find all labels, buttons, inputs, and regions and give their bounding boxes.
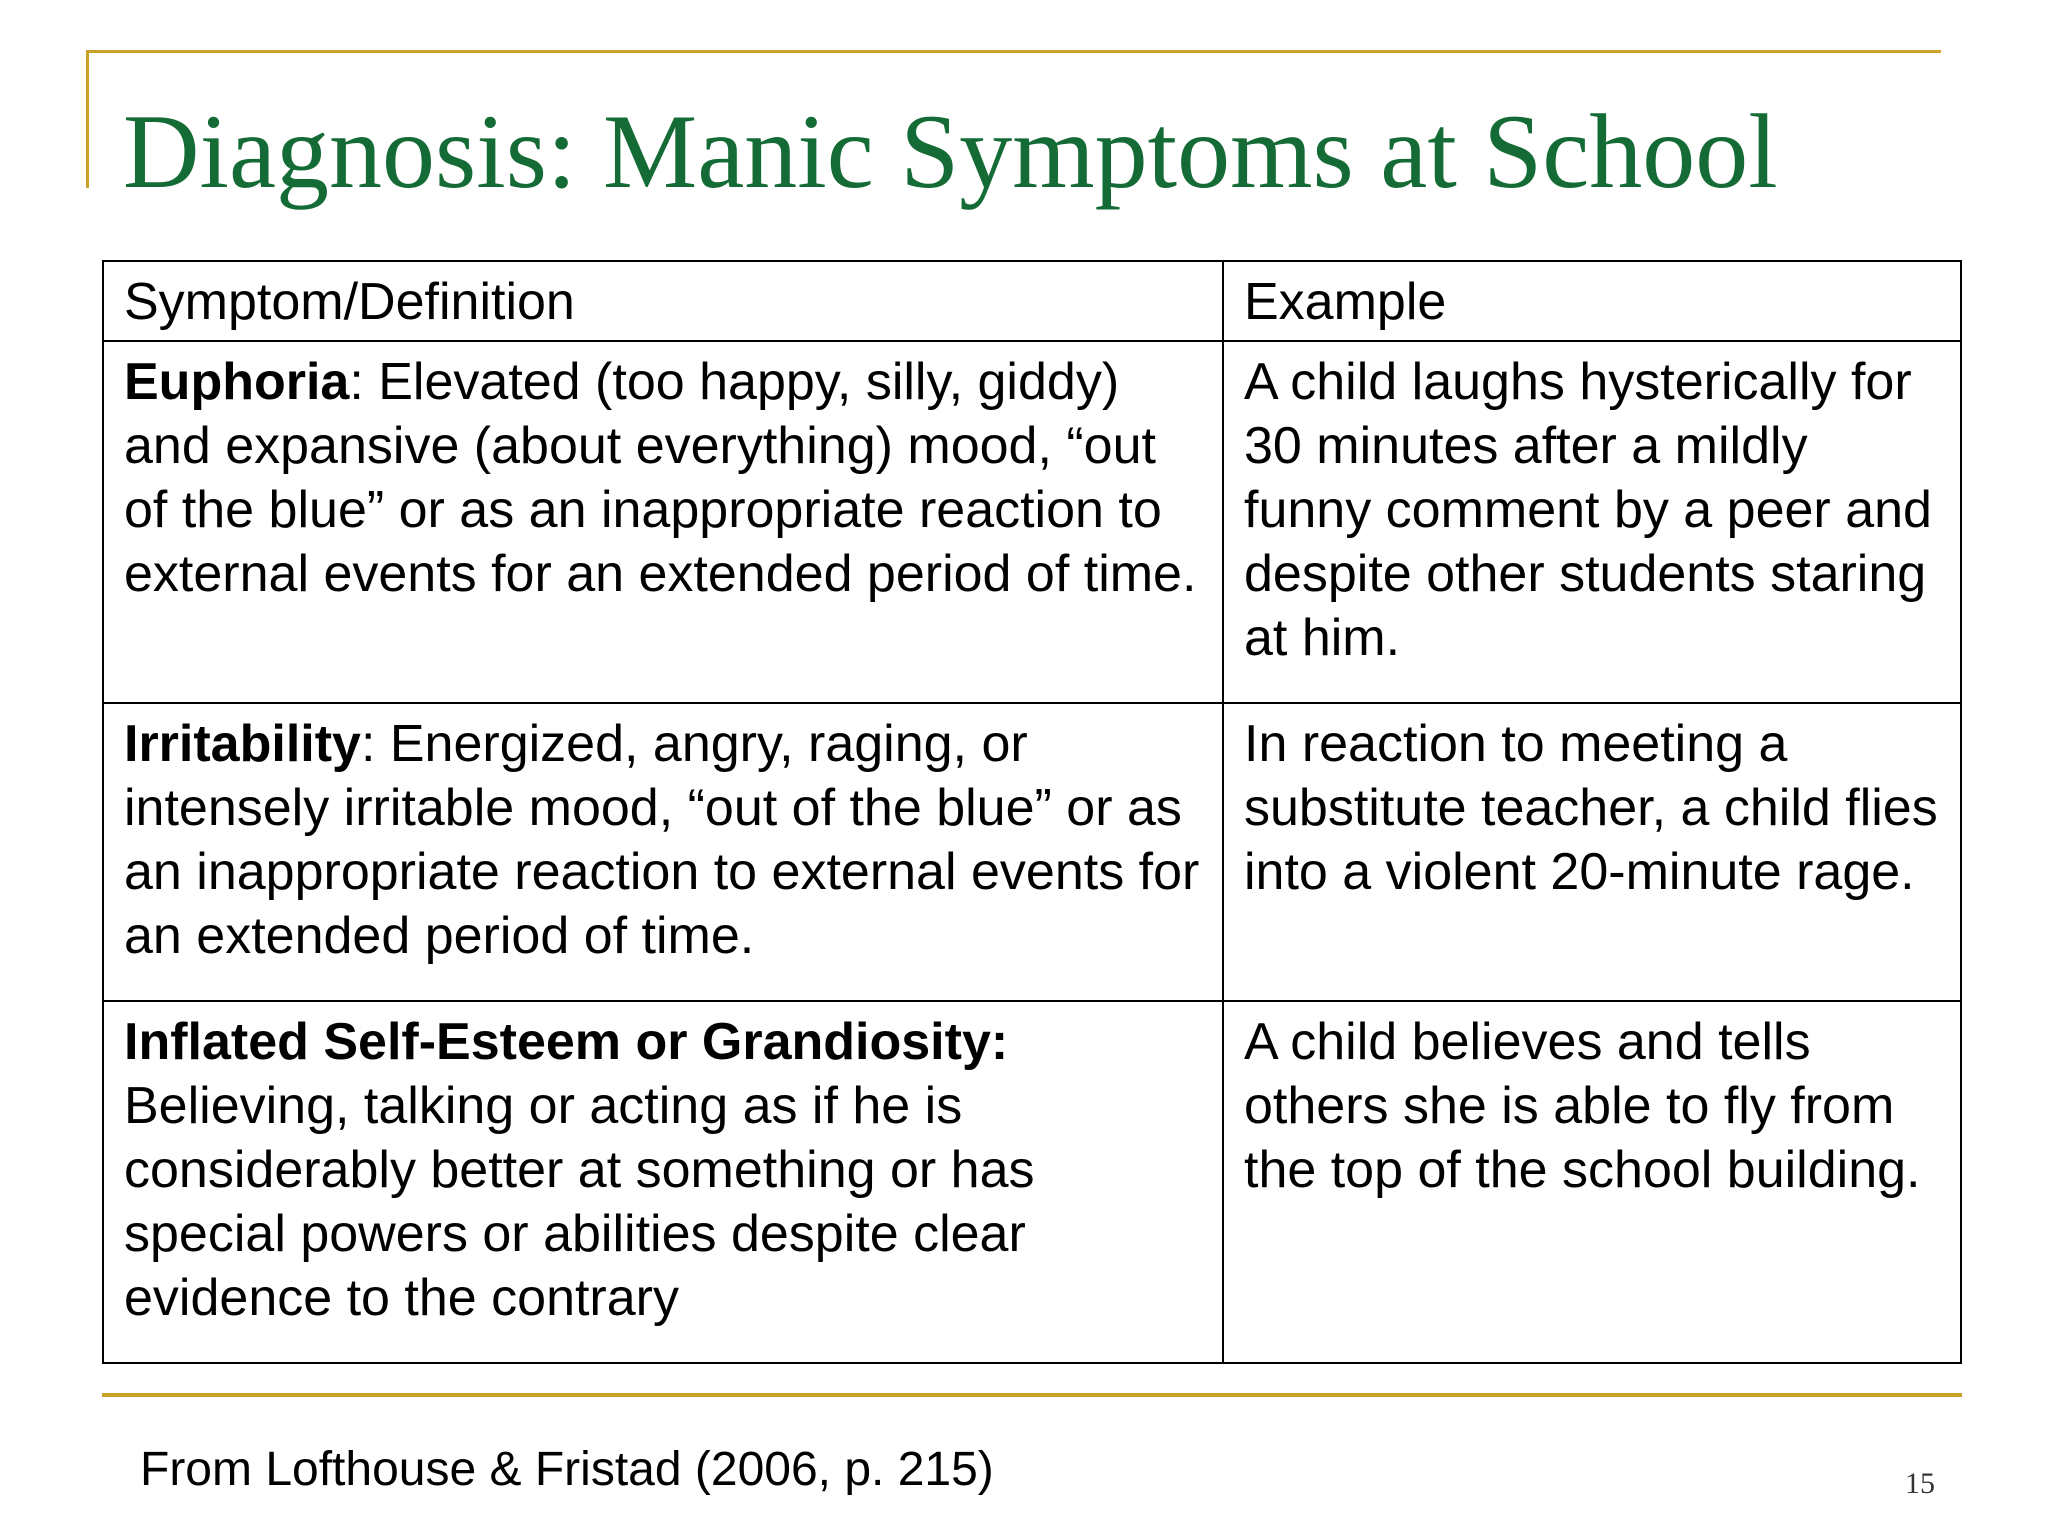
table-row [103, 703, 1961, 1001]
table-header-row [103, 261, 1961, 341]
header-example: Example [1223, 261, 1961, 341]
symptom-definition-cell [103, 1001, 1223, 1363]
symptom-definition-cell [103, 703, 1223, 1001]
symptom-term: Inflated Self-Esteem or Grandiosity: [124, 1013, 1009, 1071]
symptom-term: Euphoria [124, 353, 350, 411]
symptom-definition-cell [103, 341, 1223, 703]
symptom-term: Irritability [124, 715, 361, 773]
source-citation: From Lofthouse & Fristad (2006, p. 215) [140, 1443, 994, 1496]
accent-line-bottom [102, 1393, 1962, 1397]
table-row [103, 341, 1961, 703]
symptom-definition: : Energized, angry, raging, or intensely irritable mood, “out of the blue” or as an inappropriate reaction to external events for an extended period of time. [124, 715, 1200, 965]
accent-line-top [86, 50, 1941, 53]
example-cell: In reaction to meeting a substitute teacher, a child flies into a violent 20-minute rage. [1223, 703, 1961, 1001]
slide-title: Diagnosis: Manic Symptoms at School [123, 93, 1778, 210]
header-symptom-definition: Symptom/Definition [103, 261, 1223, 341]
accent-line-left [86, 50, 89, 188]
symptoms-table [102, 260, 1962, 1364]
table-row [103, 1001, 1961, 1363]
example-cell: A child laughs hysterically for 30 minutes after a mildly funny comment by a peer and despite other students staring at him. [1223, 341, 1961, 703]
page-number: 15 [1905, 1467, 1935, 1500]
example-cell: A child believes and tells others she is able to fly from the top of the school building. [1223, 1001, 1961, 1363]
symptom-definition: Believing, talking or acting as if he is considerably better at something or has special powers or abilities despite clear evidence to the contrary [124, 1077, 1035, 1327]
symptom-definition: : Elevated (too happy, silly, giddy) and expansive (about everything) mood, “out of the blue” or as an inappropriate reaction to external events for an extended period of time. [124, 353, 1197, 603]
